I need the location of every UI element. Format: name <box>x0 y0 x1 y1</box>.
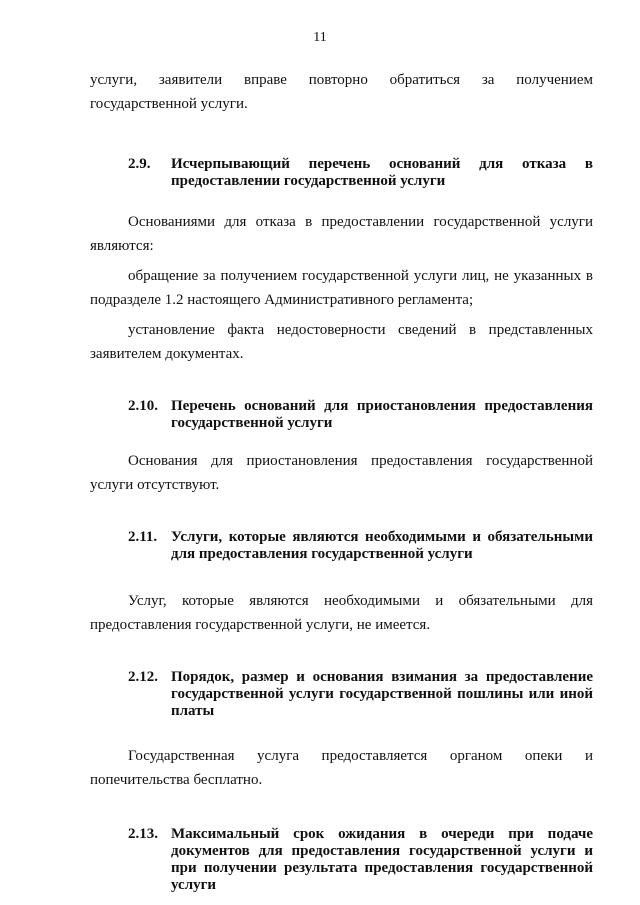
section-number: 2.12. <box>128 669 158 685</box>
paragraph: установление факта недостоверности сведений в представленных заявителем документах. <box>90 322 593 362</box>
section-title: Максимальный срок ожидания в очереди при подаче документов для предоставления государственной услуги и при получении результата предоставления государственной услуги <box>171 826 593 893</box>
page-number: 11 <box>313 30 327 45</box>
section-heading-2-12 <box>128 669 593 720</box>
intro-paragraph: услуги, заявители вправе повторно обратиться за получением государственной услуги. <box>90 72 593 112</box>
paragraph: Государственная услуга предоставляется органом опеки и попечительства бесплатно. <box>90 748 593 788</box>
section-title: Исчерпывающий перечень оснований для отказа в предоставлении государственной услуги <box>171 156 593 189</box>
paragraph: Основаниями для отказа в предоставлении государственной услуги являются: <box>90 214 593 254</box>
section-heading-2-9 <box>128 156 593 190</box>
section-number: 2.13. <box>128 826 158 842</box>
section-heading-2-10 <box>128 398 593 432</box>
section-title: Услуги, которые являются необходимыми и обязательными для предоставления государственной услуги <box>171 529 593 562</box>
section-heading-2-11 <box>128 529 593 563</box>
paragraph: Основания для приостановления предоставления государственной услуги отсутствуют. <box>90 453 593 493</box>
section-heading-2-13 <box>128 826 593 894</box>
paragraph: Услуг, которые являются необходимыми и обязательными для предоставления государственной услуги, не имеется. <box>90 593 593 633</box>
document-body <box>90 68 593 894</box>
section-number: 2.10. <box>128 398 158 414</box>
section-title: Порядок, размер и основания взимания за предоставление государственной услуги государственной пошлины или иной платы <box>171 669 593 719</box>
section-number: 2.11. <box>128 529 158 545</box>
section-number: 2.9. <box>128 156 151 172</box>
section-title: Перечень оснований для приостановления предоставления государственной услуги <box>171 398 593 431</box>
paragraph: обращение за получением государственной услуги лиц, не указанных в подразделе 1.2 настоящего Административного регламента; <box>90 268 593 308</box>
